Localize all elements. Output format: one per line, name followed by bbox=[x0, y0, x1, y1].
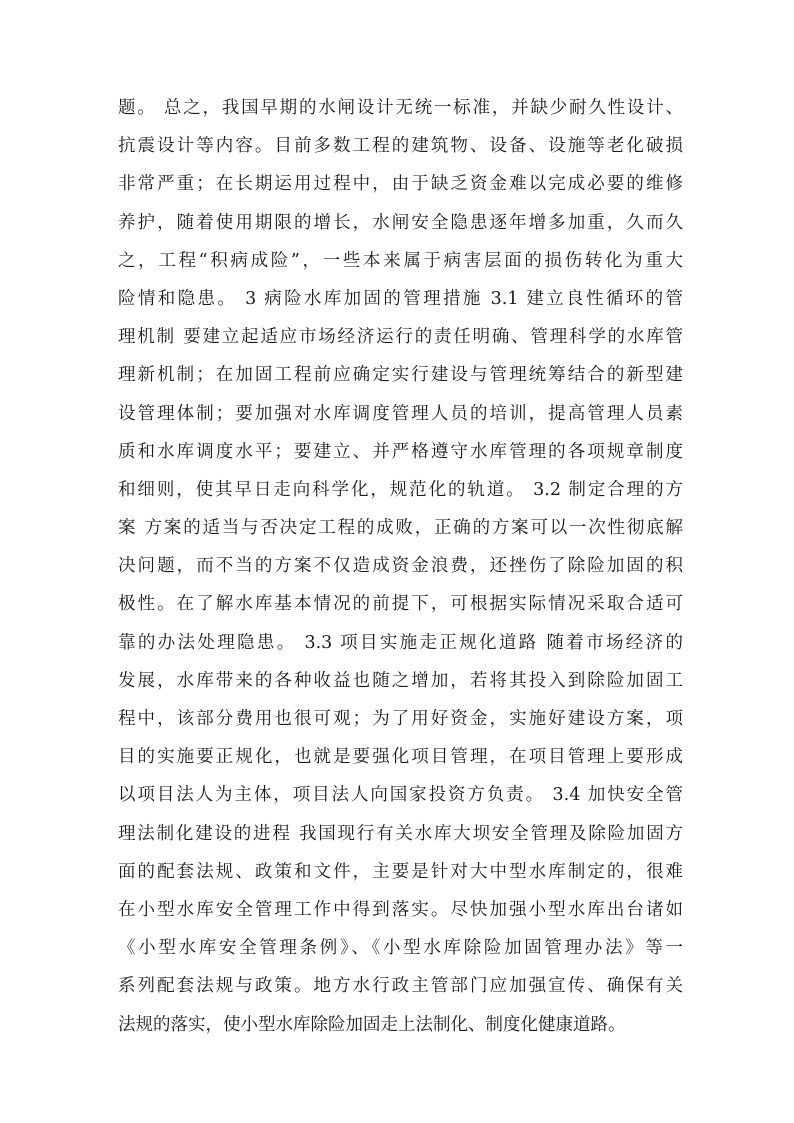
text-line: 养护，随着使用期限的增长，水闸安全隐患逐年增多加重，久而久 bbox=[118, 212, 683, 233]
text-line: 面的配套法规、政策和文件，主要是针对大中型水库制定的，很难 bbox=[118, 861, 683, 882]
text-line: 险情和隐患。 3 病险水库加固的管理措施 3.1 建立良性循环的管 bbox=[118, 288, 683, 309]
text-line: 质和水库调度水平；要建立、并严格遵守水库管理的各项规章制度 bbox=[118, 441, 683, 462]
text-line: 设管理体制；要加强对水库调度管理人员的培训，提高管理人员素 bbox=[118, 403, 683, 424]
text-line: 目的实施要正规化，也就是要强化项目管理，在项目管理上要形成 bbox=[118, 747, 683, 768]
text-line: 《小型水库安全管理条例》、《小型水库除险加固管理办法》等一 bbox=[118, 938, 683, 959]
text-line: 和细则，使其早日走向科学化，规范化的轨道。 3.2 制定合理的方 bbox=[118, 479, 683, 500]
text-line: 发展，水库带来的各种收益也随之增加，若将其投入到除险加固工 bbox=[118, 670, 683, 691]
text-line: 案 方案的适当与否决定工程的成败，正确的方案可以一次性彻底解 bbox=[118, 518, 683, 539]
text-line: 理新机制；在加固工程前应确定实行建设与管理统筹结合的新型建 bbox=[118, 365, 683, 386]
text-line: 理机制 要建立起适应市场经济运行的责任明确、管理科学的水库管 bbox=[118, 327, 683, 348]
text-line: 抗震设计等内容。目前多数工程的建筑物、设备、设施等老化破损 bbox=[118, 136, 683, 157]
body-paragraph bbox=[118, 89, 683, 1044]
text-line: 以项目法人为主体，项目法人向国家投资方负责。 3.4 加快安全管 bbox=[118, 785, 683, 806]
text-line: 靠的办法处理隐患。 3.3 项目实施走正规化道路 随着市场经济的 bbox=[118, 632, 683, 653]
text-line: 理法制化建设的进程 我国现行有关水库大坝安全管理及除险加固方 bbox=[118, 823, 683, 844]
text-line: 决问题，而不当的方案不仅造成资金浪费，还挫伤了除险加固的积 bbox=[118, 556, 683, 577]
text-line: 非常严重；在长期运用过程中，由于缺乏资金难以完成必要的维修 bbox=[118, 174, 683, 195]
text-line: 法规的落实，使小型水库除险加固走上法制化、制度化健康道路。 bbox=[118, 1014, 626, 1035]
text-line: 在小型水库安全管理工作中得到落实。尽快加强小型水库出台诸如 bbox=[118, 899, 683, 920]
text-line: 极性。在了解水库基本情况的前提下，可根据实际情况采取合适可 bbox=[118, 594, 683, 615]
text-line: 程中，该部分费用也很可观；为了用好资金，实施好建设方案，项 bbox=[118, 709, 683, 729]
text-line: 之，工程“积病成险”，一些本来属于病害层面的损伤转化为重大 bbox=[118, 250, 683, 271]
text-line: 系列配套法规与政策。地方水行政主管部门应加强宣传、确保有关 bbox=[118, 976, 683, 997]
text-line: 题。 总之，我国早期的水闸设计无统一标准，并缺少耐久性设计、 bbox=[118, 98, 683, 118]
